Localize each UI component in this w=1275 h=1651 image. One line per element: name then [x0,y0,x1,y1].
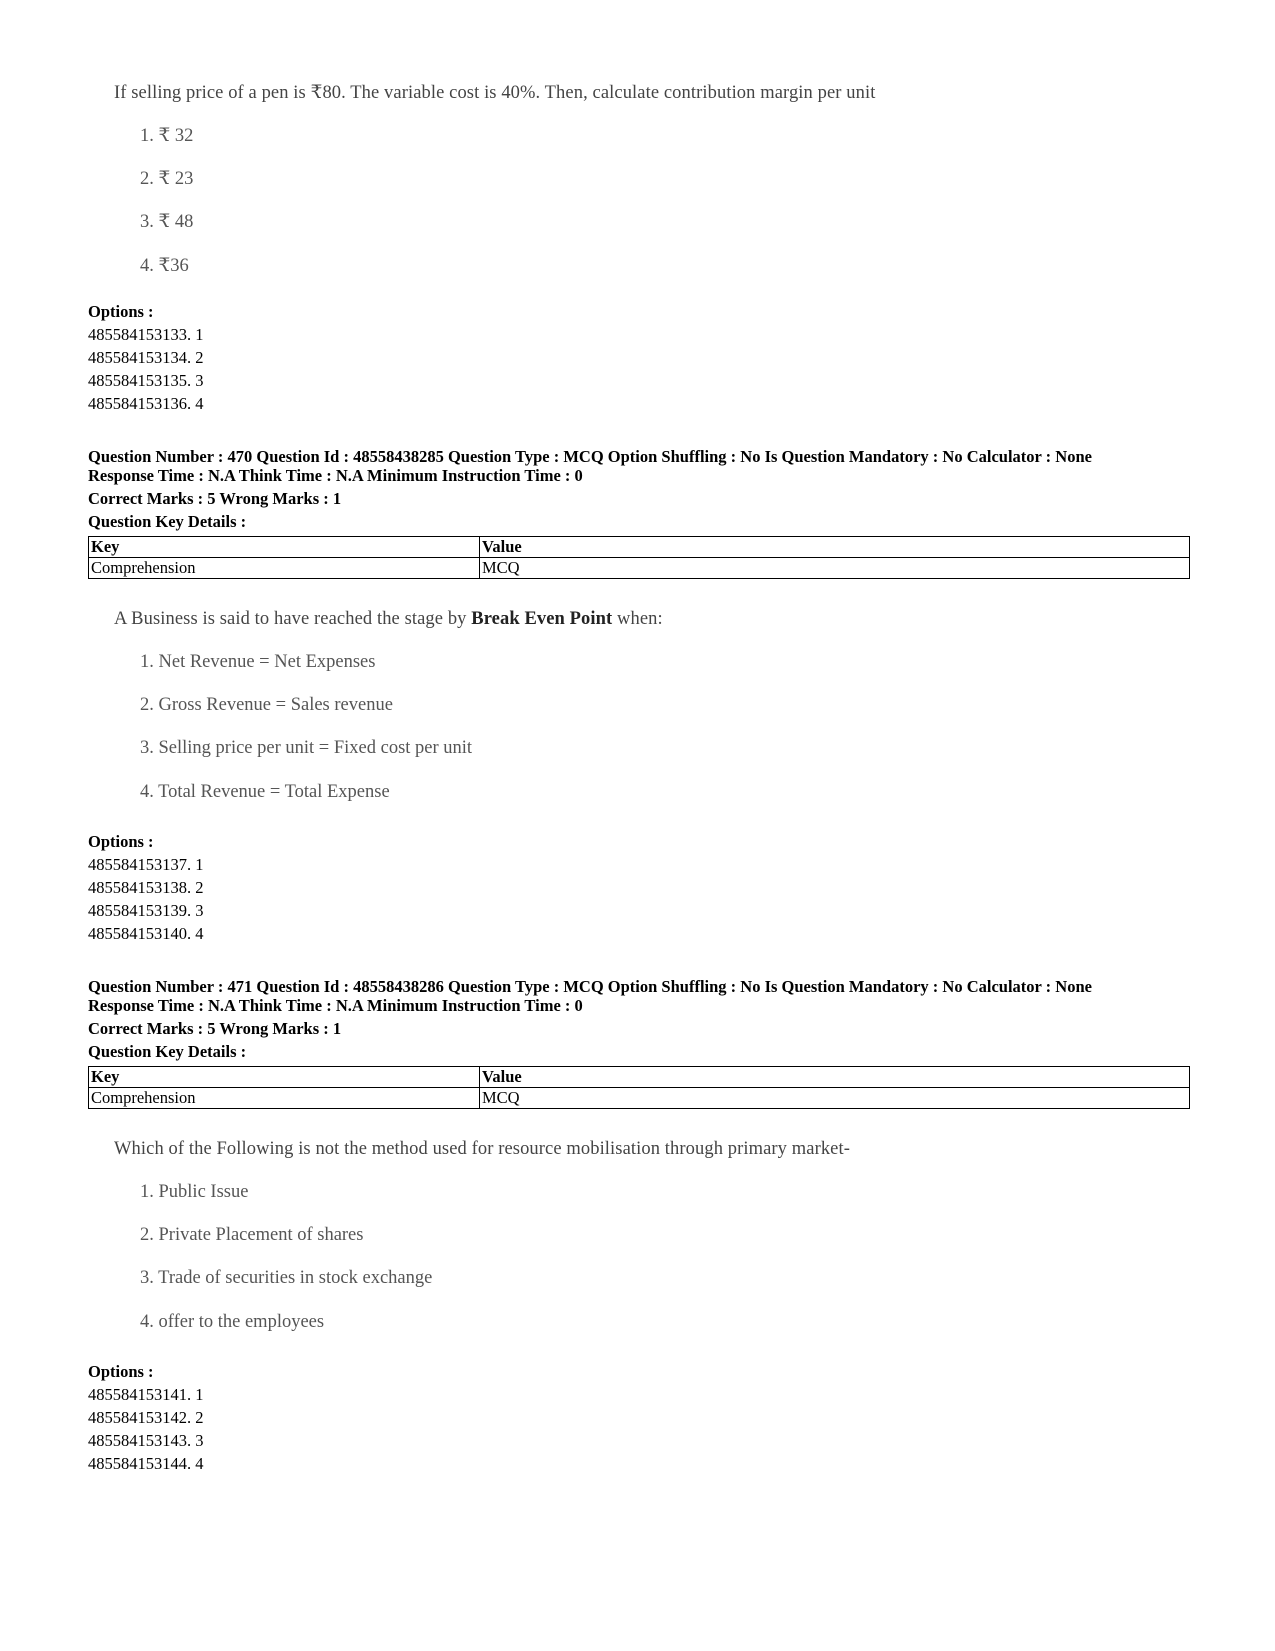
table-row [89,1088,1190,1109]
stem-bold-term: Break Even Point [471,609,613,629]
options-label: Options : [88,1362,154,1381]
question-stem: Which of the Following is not the method used for resource mobilisation through primary market- [114,1139,850,1159]
image-option-1: 1. ₹ 32 [140,126,194,146]
table-cell-value: MCQ [480,1088,1190,1109]
image-option-1: 1. Net Revenue = Net Expenses [140,652,376,672]
image-option-3: 3. ₹ 48 [140,212,194,232]
option-item: 485584153143. 3 [88,1431,204,1450]
table-header-value: Value [480,537,1190,558]
question-meta-line: Question Number : 471 Question Id : 48558438286 Question Type : MCQ Option Shuffling : No Is Question Mandatory : No Calculator : None [88,977,1092,996]
question-key-table [88,1066,1190,1109]
table-cell-key: Comprehension [89,558,480,579]
stem-text: when: [612,609,663,629]
image-option-2: 2. Gross Revenue = Sales revenue [140,695,393,715]
image-option-4: 4. Total Revenue = Total Expense [140,782,390,802]
key-details-label: Question Key Details : [88,512,247,531]
table-header-row [89,537,1190,558]
question-marks: Correct Marks : 5 Wrong Marks : 1 [88,1019,342,1038]
option-item: 485584153142. 2 [88,1408,204,1427]
key-details-label: Question Key Details : [88,1042,247,1061]
table-header-key: Key [89,537,480,558]
question-timing-line: Response Time : N.A Think Time : N.A Minimum Instruction Time : 0 [88,466,583,485]
image-option-4: 4. ₹36 [140,256,189,276]
image-option-2: 2. Private Placement of shares [140,1225,364,1245]
option-item: 485584153136. 4 [88,394,204,413]
options-label: Options : [88,832,154,851]
option-item: 485584153139. 3 [88,901,204,920]
option-item: 485584153137. 1 [88,855,204,874]
option-item: 485584153133. 1 [88,325,204,344]
question-key-table [88,536,1190,579]
table-header-value: Value [480,1067,1190,1088]
table-cell-value: MCQ [480,558,1190,579]
option-item: 485584153144. 4 [88,1454,204,1473]
option-item: 485584153134. 2 [88,348,204,367]
option-item: 485584153138. 2 [88,878,204,897]
table-header-row [89,1067,1190,1088]
table-header-key: Key [89,1067,480,1088]
option-item: 485584153135. 3 [88,371,204,390]
option-item: 485584153140. 4 [88,924,204,943]
image-option-1: 1. Public Issue [140,1182,249,1202]
image-option-3: 3. Selling price per unit = Fixed cost per unit [140,738,473,758]
question-timing-line: Response Time : N.A Think Time : N.A Minimum Instruction Time : 0 [88,996,583,1015]
option-item: 485584153141. 1 [88,1385,204,1404]
question-stem [114,609,663,630]
options-label: Options : [88,302,154,321]
image-option-2: 2. ₹ 23 [140,169,194,189]
question-marks: Correct Marks : 5 Wrong Marks : 1 [88,489,342,508]
image-option-3: 3. Trade of securities in stock exchange [140,1268,433,1288]
table-row [89,558,1190,579]
question-meta-line: Question Number : 470 Question Id : 48558438285 Question Type : MCQ Option Shuffling : No Is Question Mandatory : No Calculator : None [88,447,1092,466]
table-cell-key: Comprehension [89,1088,480,1109]
stem-text: A Business is said to have reached the stage by [114,609,472,629]
image-option-4: 4. offer to the employees [140,1312,325,1332]
question-stem: If selling price of a pen is ₹80. The variable cost is 40%. Then, calculate contribution margin per unit [114,83,876,103]
